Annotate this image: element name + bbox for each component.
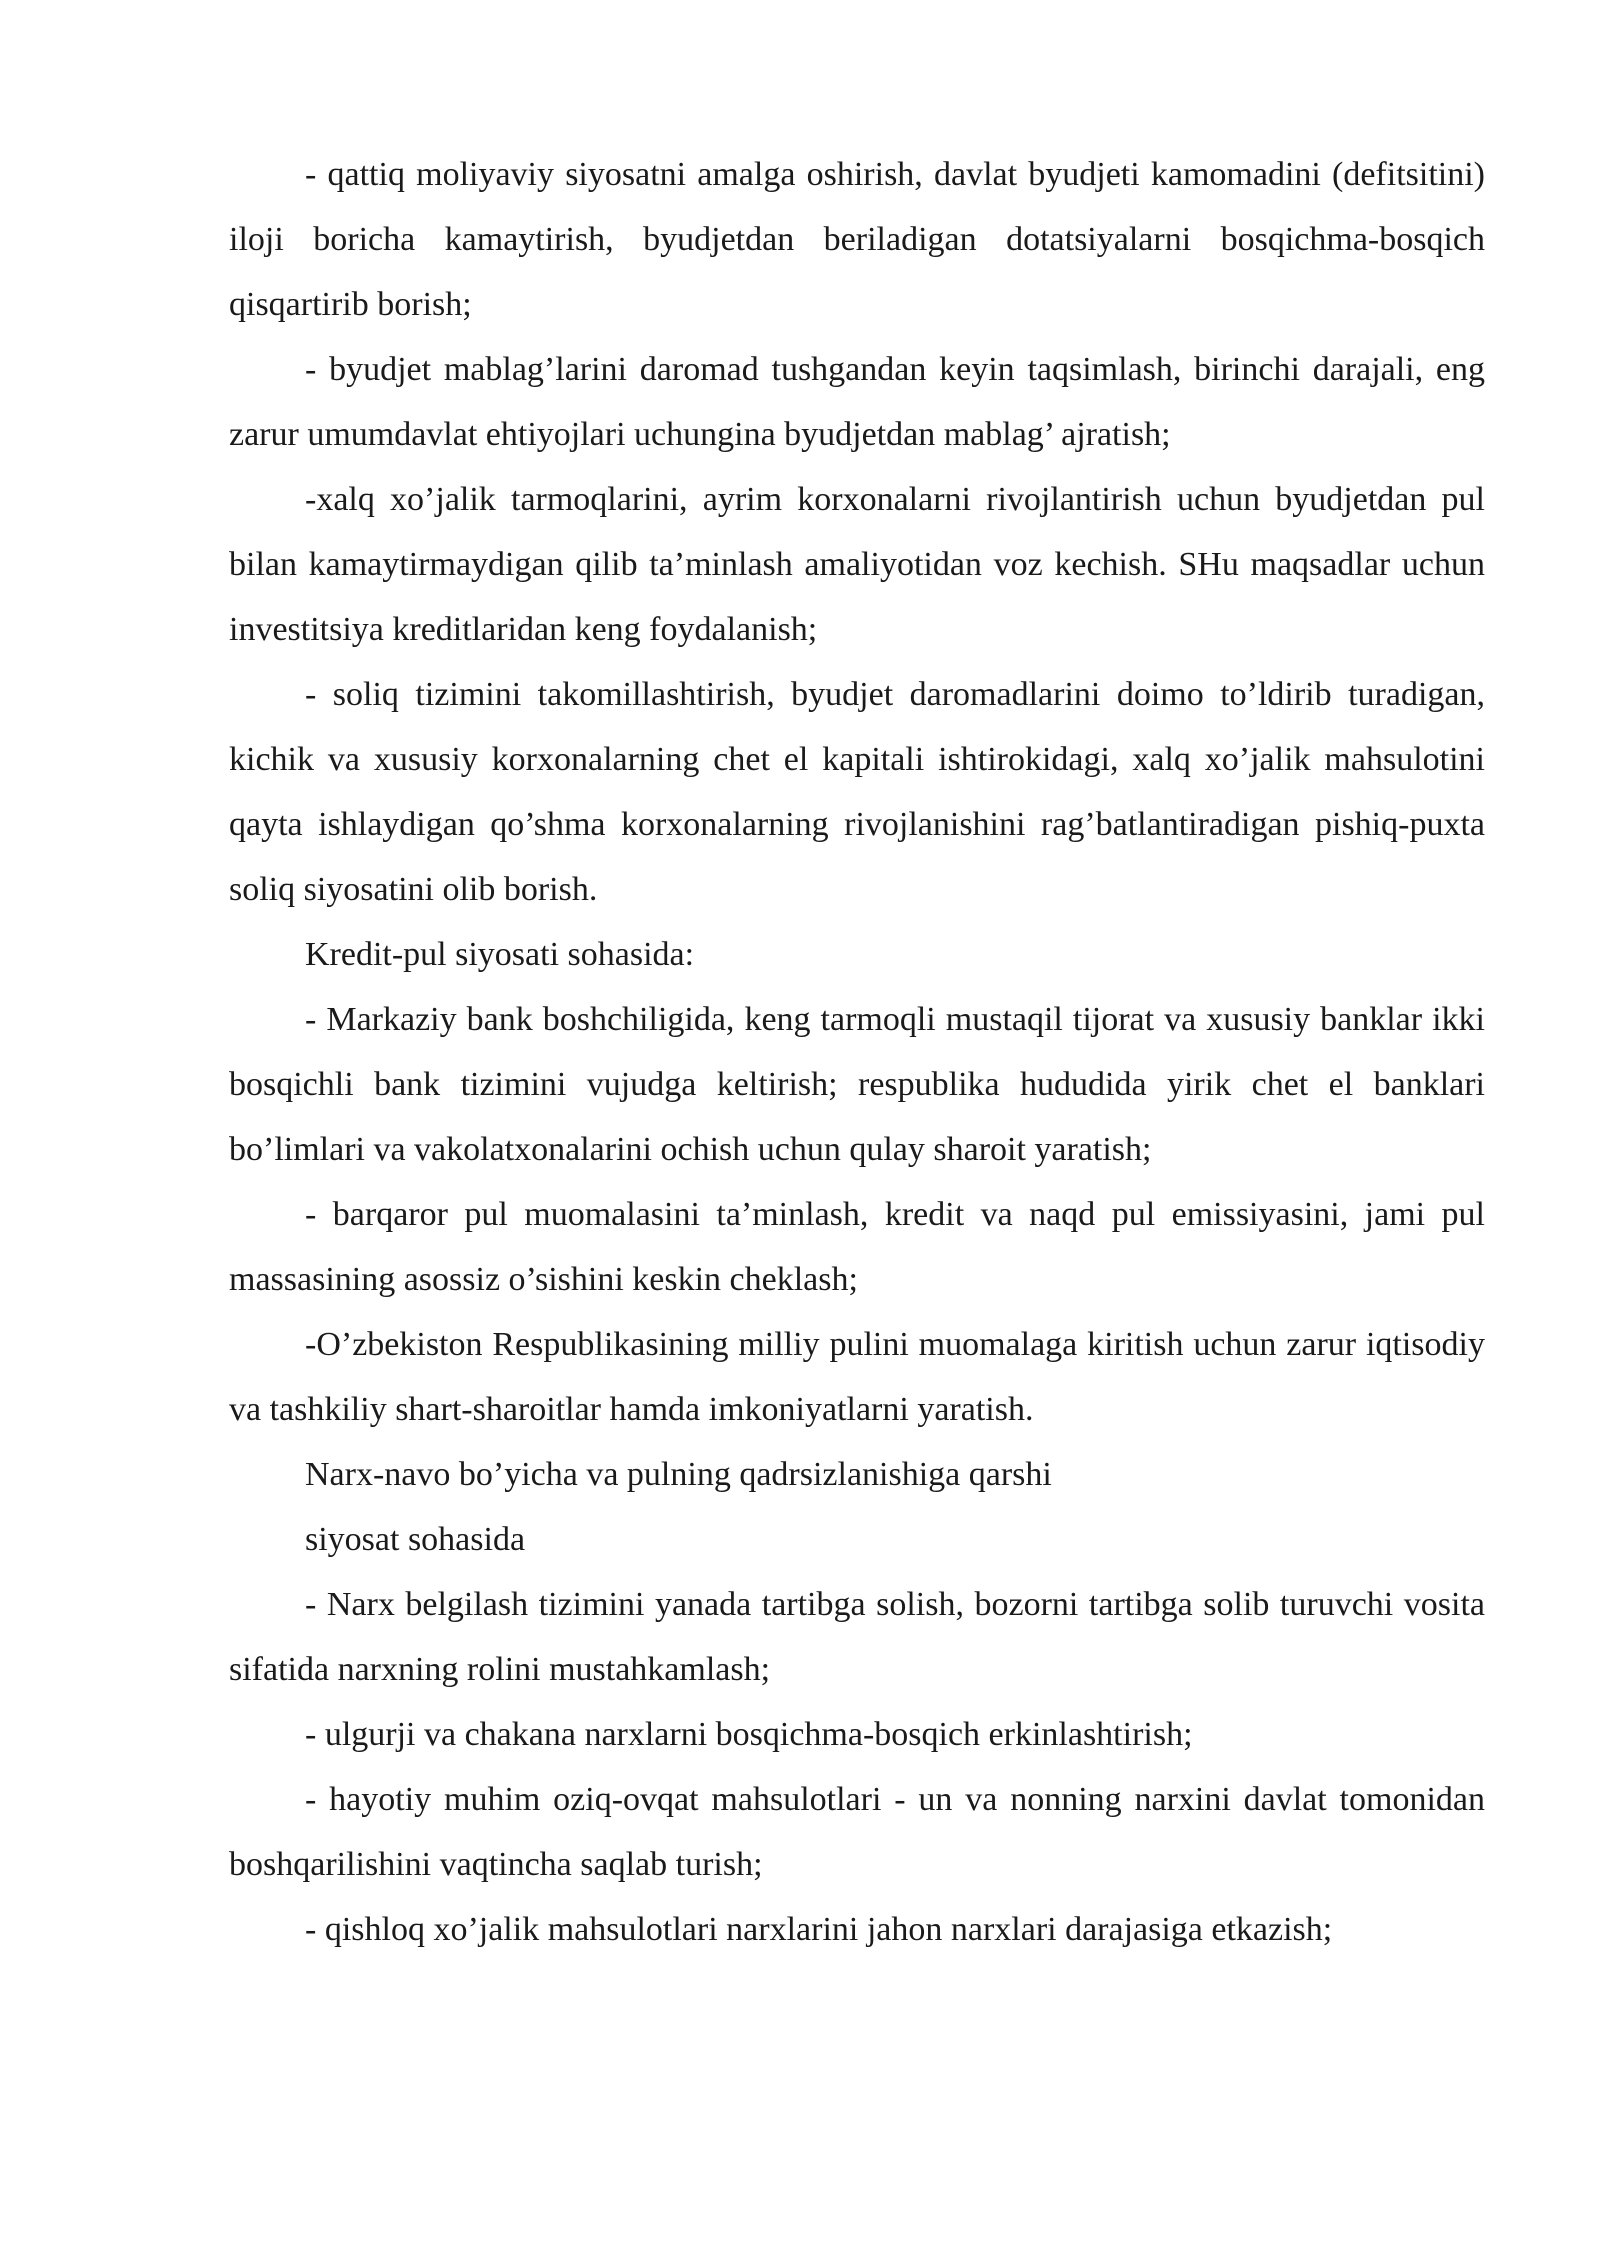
paragraph-tax-system: - soliq tizimini takomillashtirish, byudjet daromadlarini doimo to’ldirib turadigan, kichik va xususiy korxonalarning chet el kapitali ishtirokidagi, xalq xo’jalik mahsulotini qayta ishlaydigan qo’shma korxonalarning rivojlanishini rag’batlantiradigan pishiq-puxta soliq siyosatini olib borish.: [229, 676, 1485, 908]
paragraph-pricing-system: - Narx belgilash tizimini yanada tartibga solish, bozorni tartibga solib turuvchi vosita sifatida narxning rolini mustahkamlash;: [229, 1586, 1485, 1688]
document-body: [229, 142, 1485, 1962]
paragraph-money-circulation: - barqaror pul muomalasini ta’minlash, kredit va naqd pul emissiyasini, jami pul massasining asossiz o’sishini keskin cheklash;: [229, 1196, 1485, 1298]
paragraph-investment-credits: -xalq xo’jalik tarmoqlarini, ayrim korxonalarni rivojlantirish uchun byudjetdan pul bilan kamaytirmaydigan qilib ta’minlash amaliyotidan voz kechish. SHu maqsadlar uchun investitsiya kreditlaridan keng foydalanish;: [229, 481, 1485, 648]
paragraph-price-liberalization: - ulgurji va chakana narxlarni bosqichma-bosqich erkinlashtirish;: [305, 1716, 1193, 1753]
paragraph-bread-prices: - hayotiy muhim oziq-ovqat mahsulotlari - un va nonning narxini davlat tomonidan boshqarilishini vaqtincha saqlab turish;: [229, 1781, 1485, 1883]
paragraph-budget-policy: - qattiq moliyaviy siyosatni amalga oshirish, davlat byudjeti kamomadini (defitsitini) iloji boricha kamaytirish, byudjetdan beriladigan dotatsiyalarni bosqichma-bosqich qisqartirib borish;: [229, 156, 1485, 323]
paragraph-budget-allocation: - byudjet mablag’larini daromad tushgandan keyin taqsimlash, birinchi darajali, eng zarur umumdavlat ehtiyojlari uchungina byudjetdan mablag’ ajratish;: [229, 351, 1485, 453]
paragraph-banking-system: - Markaziy bank boshchiligida, keng tarmoqli mustaqil tijorat va xususiy banklar ikki bosqichli bank tizimini vujudga keltirish; respublika hududida yirik chet el banklari bo’limlari va vakolatxonalarini ochish uchun qulay sharoit yaratish;: [229, 1001, 1485, 1168]
section-heading-price-policy: Narx-navo bo’yicha va pulning qadrsizlanishiga qarshi: [305, 1456, 1052, 1493]
paragraph-national-currency: -O’zbekiston Respublikasining milliy pulini muomalaga kiritish uchun zarur iqtisodiy va tashkiliy shart-sharoitlar hamda imkoniyatlarni yaratish.: [229, 1326, 1485, 1428]
paragraph-agricultural-prices: - qishloq xo’jalik mahsulotlari narxlarini jahon narxlari darajasiga etkazish;: [305, 1911, 1333, 1948]
section-heading-credit-policy: Kredit-pul siyosati sohasida:: [305, 936, 695, 973]
section-heading-price-policy-continued: siyosat sohasida: [305, 1521, 526, 1558]
